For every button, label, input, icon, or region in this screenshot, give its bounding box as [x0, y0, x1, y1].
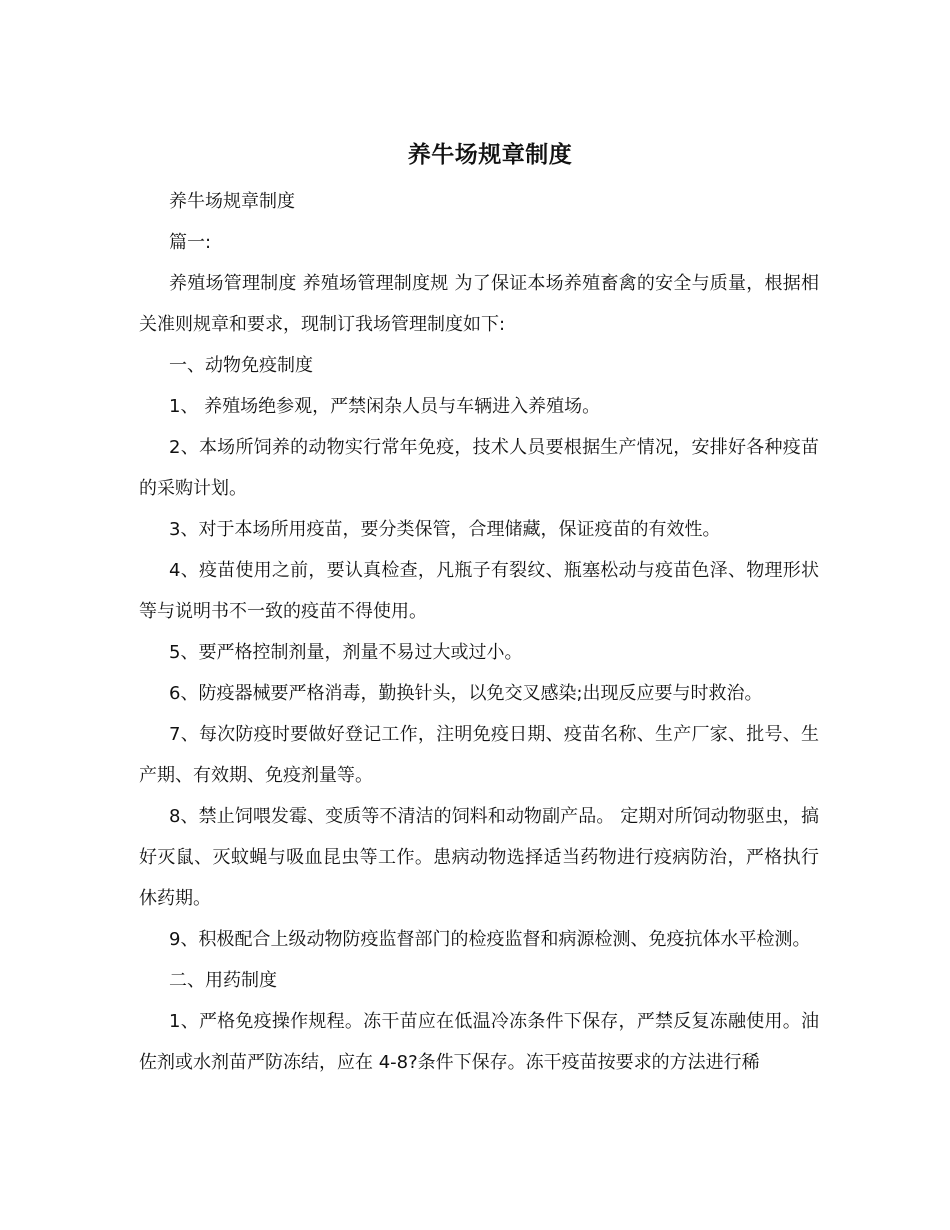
- section-heading: 二、用药制度: [169, 970, 277, 991]
- document-title: 养牛场规章制度: [407, 142, 573, 168]
- paragraph: 篇一:: [169, 232, 212, 253]
- paragraph: 8、禁止饲喂发霉、变质等不清洁的饲料和动物副产品。 定期对所饲动物驱虫，搞好灭鼠、灭蚊蝇与吸血昆虫等工作。患病动物选择适当药物进行疫病防治，严格执行休药期。: [139, 806, 819, 909]
- paragraph: 6、防疫器械要严格消毒，勤换针头，以免交叉感染;出现反应要与时救治。: [169, 683, 763, 704]
- paragraph: 3、对于本场所用疫苗，要分类保管，合理储藏，保证疫苗的有效性。: [169, 519, 721, 540]
- section-heading: 一、动物免疫制度: [169, 355, 313, 376]
- paragraph: 养殖场管理制度 养殖场管理制度规 为了保证本场养殖畜禽的安全与质量，根据相关准则规章和要求，现制订我场管理制度如下:: [139, 273, 819, 335]
- paragraph: 5、要严格控制剂量，剂量不易过大或过小。: [169, 642, 523, 663]
- paragraph: 1、严格免疫操作规程。冻干苗应在低温冷冻条件下保存，严禁反复冻融使用。油佐剂或水剂苗严防冻结，应在 4-8?条件下保存。冻干疫苗按要求的方法进行稀: [139, 1011, 819, 1073]
- paragraph: 4、疫苗使用之前，要认真检查，凡瓶子有裂纹、瓶塞松动与疫苗色泽、物理形状等与说明书不一致的疫苗不得使用。: [139, 560, 819, 622]
- paragraph: 2、本场所饲养的动物实行常年免疫，技术人员要根据生产情况，安排好各种疫苗的采购计划。: [139, 437, 819, 499]
- paragraph: 7、每次防疫时要做好登记工作，注明免疫日期、疫苗名称、生产厂家、批号、生产期、有效期、免疫剂量等。: [139, 724, 819, 786]
- document-body: [139, 181, 819, 1083]
- paragraph: 9、积极配合上级动物防疫监督部门的检疫监督和病源检测、免疫抗体水平检测。: [169, 929, 811, 950]
- paragraph: 1、 养殖场绝参观，严禁闲杂人员与车辆进入养殖场。: [169, 396, 601, 417]
- paragraph: 养牛场规章制度: [169, 191, 295, 212]
